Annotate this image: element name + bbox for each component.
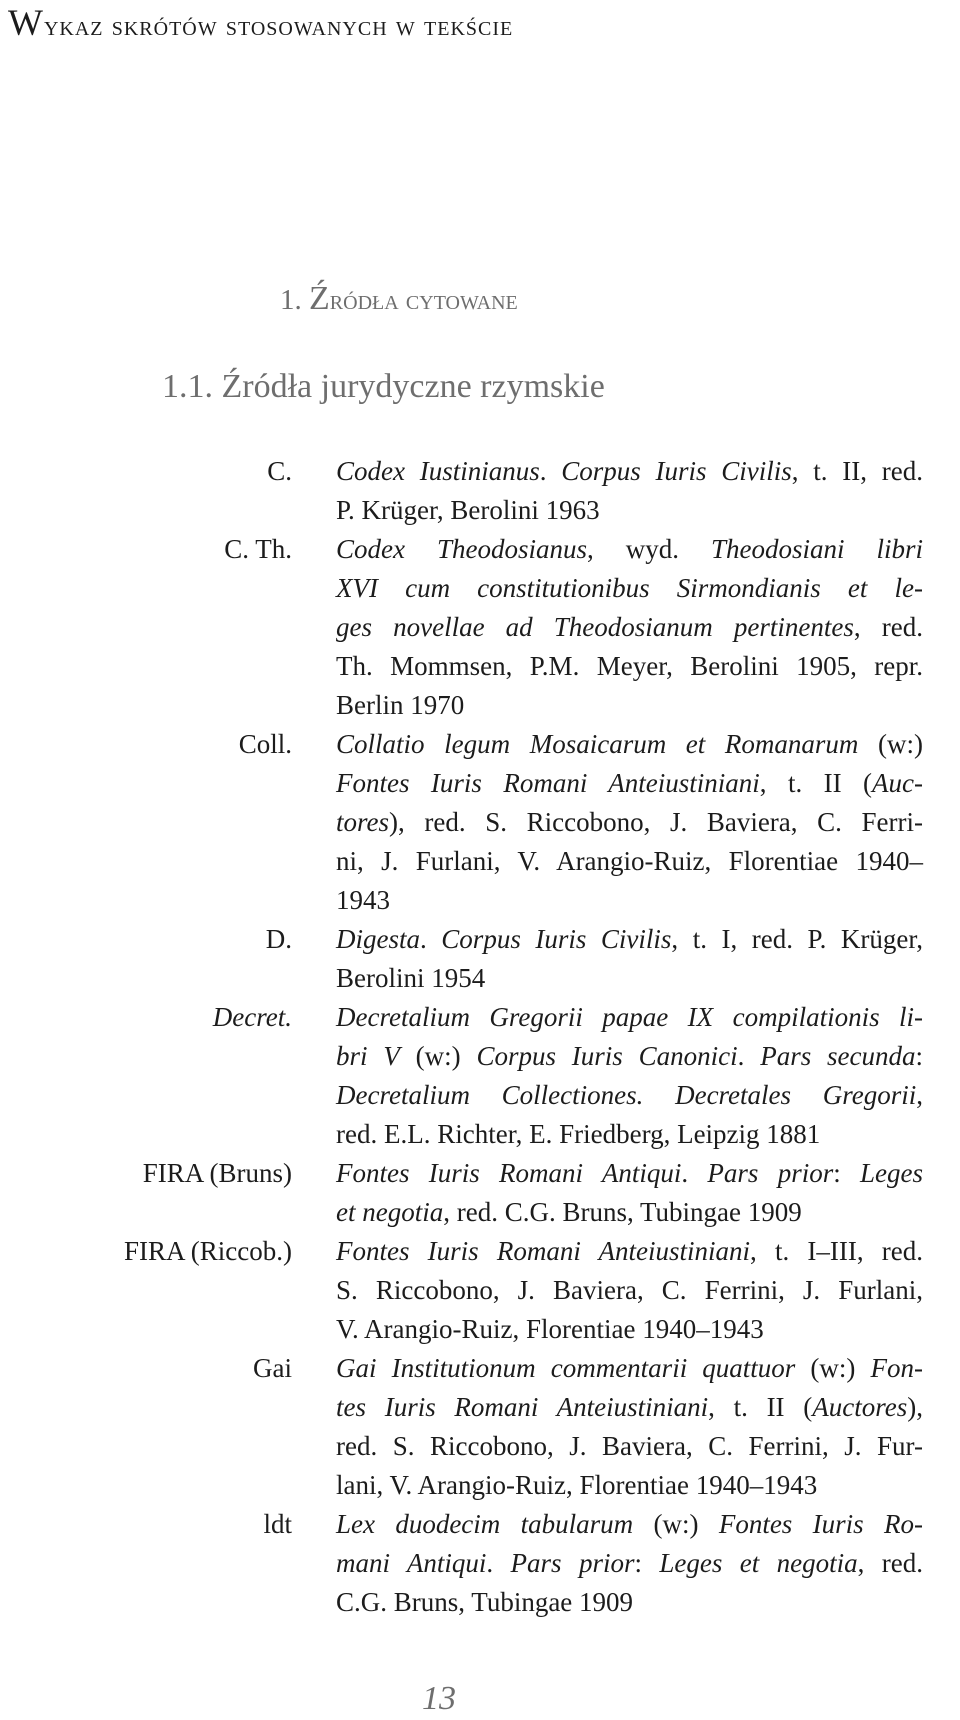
plain-text: (w:) [858,729,923,759]
plain-text: . [737,1041,761,1071]
description-line [336,452,923,491]
plain-text: , red. C.G. Bruns, Tubingae 1909 [443,1197,802,1227]
abbreviation-term: FIRA (Riccob.) [124,1236,292,1266]
plain-text: Th. Mommsen, P.M. Meyer, Berolini 1905, repr. [336,651,923,681]
plain-text: . [681,1158,708,1188]
plain-text: , [916,1080,923,1110]
abbreviation-entry [60,725,940,920]
plain-text: Berlin 1970 [336,690,465,720]
abbreviation-description [336,1232,923,1349]
abbreviation-list [60,452,940,1622]
italic-text: Corpus Iuris Civilis [561,456,792,486]
abbreviation-description [336,998,923,1154]
plain-text: V. Arangio-Ruiz, Florentiae 1940–1943 [336,1314,764,1344]
abbreviation-description [336,1505,923,1622]
description-line [336,686,923,725]
plain-text: (w:) [399,1041,477,1071]
italic-text: XVI cum constitutionibus Sirmondianis et le- [336,573,923,603]
description-line [336,1193,923,1232]
abbreviation-entry [60,452,940,530]
italic-text: Fontes Iuris Romani Anteiustiniani [336,768,760,798]
description-line [336,1271,923,1310]
italic-text: Pars prior [707,1158,834,1188]
section-heading-rest: ródła cytowane [329,284,518,316]
italic-text: et negotia [336,1197,444,1227]
italic-text: Fontes Iuris Romani Antiqui [336,1158,682,1188]
page-number: 13 [422,1680,456,1717]
description-line [336,725,923,764]
italic-text: tes Iuris Romani Anteiustiniani [336,1392,709,1422]
description-line [336,1505,923,1544]
abbreviation-term: FIRA (Bruns) [142,1158,292,1188]
description-line [336,1388,923,1427]
abbreviation-description [336,1349,923,1505]
plain-text: , red. [857,1548,923,1578]
abbreviation-term: Decret. [212,1002,292,1032]
section-heading [280,280,518,318]
italic-text: Digesta [336,924,420,954]
abbreviation-term: C. [267,456,292,486]
abbreviation-term: Coll. [238,729,292,759]
abbreviation-term: D. [265,924,292,954]
plain-text: : [833,1158,861,1188]
description-line [336,647,923,686]
subsection-heading: 1.1. Źródła jurydyczne rzymskie [162,368,605,405]
description-line [336,1349,923,1388]
plain-text: ni, J. Furlani, V. Arangio-Ruiz, Florentiae 1940– [336,846,923,876]
italic-text: Codex Iustinianus [336,456,540,486]
description-line [336,1154,923,1193]
plain-text: red. S. Riccobono, J. Baviera, C. Ferrini, J. Fur- [336,1431,923,1461]
description-line [336,1544,923,1583]
description-line [336,1583,923,1622]
plain-text: , t. I, red. P. Krüger, [671,924,924,954]
description-line [336,1427,923,1466]
italic-text: Theodosiani libri [710,534,923,564]
description-line [336,1115,923,1154]
italic-text: mani Antiqui [336,1548,487,1578]
abbreviation-entry [60,530,940,725]
section-heading-initial: Ź [309,280,330,317]
description-line [336,569,923,608]
description-line [336,1232,923,1271]
abbreviation-term: Gai [253,1353,292,1383]
italic-text: Corpus Iuris Canonici [476,1041,738,1071]
italic-text: ges novellae ad Theodosianum pertinentes [336,612,854,642]
plain-text: ), [907,1392,923,1422]
page-title-rest: ykaz skrótów stosowanych w tekście [43,10,514,42]
page-title-initial: W [8,3,44,44]
plain-text: 1943 [336,885,390,915]
abbreviation-entry [60,1154,940,1232]
italic-text: Fontes Iuris Romani Anteiustiniani [336,1236,751,1266]
abbreviation-description [336,530,923,725]
abbreviation-term: C. Th. [224,534,292,564]
italic-text: Fon- [870,1353,923,1383]
italic-text: Decretalium Collectiones. Decretales Gregorii [336,1080,917,1110]
italic-text: Corpus Iuris Civilis [441,924,672,954]
plain-text: , red. [853,612,923,642]
description-line [336,803,923,842]
plain-text: . [420,924,442,954]
description-line [336,1310,923,1349]
italic-text: Collatio legum Mosaicarum et Romanarum [336,729,859,759]
plain-text: C.G. Bruns, Tubingae 1909 [336,1587,634,1617]
description-line [336,1466,923,1505]
plain-text: : [915,1041,924,1071]
italic-text: Pars secunda [760,1041,916,1071]
italic-text: bri V [336,1041,400,1071]
description-line [336,920,923,959]
plain-text: , t. I–III, red. [750,1236,923,1266]
italic-text: Decretalium Gregorii papae IX compilationis li- [336,1002,923,1032]
description-line [336,881,923,920]
description-line [336,1037,923,1076]
abbreviation-term: ldt [263,1509,292,1539]
section-number: 1. [280,284,302,316]
plain-text: lani, V. Arangio-Ruiz, Florentiae 1940–1943 [336,1470,818,1500]
plain-text: (w:) [633,1509,719,1539]
abbreviation-description [336,452,923,530]
plain-text: ), red. S. Riccobono, J. Baviera, C. Ferri- [389,807,923,837]
italic-text: Codex Theodosianus [336,534,587,564]
abbreviation-entry [60,998,940,1154]
plain-text: . [539,456,562,486]
italic-text: tores [336,807,389,837]
description-line [336,1076,923,1115]
description-line [336,842,923,881]
abbreviation-entry [60,1349,940,1505]
italic-text: Fontes Iuris Ro- [718,1509,923,1539]
plain-text: : [634,1548,660,1578]
plain-text: , wyd. [587,534,711,564]
italic-text: Leges [860,1158,924,1188]
plain-text: , t. II ( [708,1392,813,1422]
plain-text: red. E.L. Richter, E. Friedberg, Leipzig 1881 [336,1119,821,1149]
plain-text: , t. II, red. [791,456,923,486]
italic-text: Auc- [872,768,923,798]
abbreviation-description [336,920,923,998]
italic-text: Gai Institutionum commentarii quattuor [336,1353,796,1383]
plain-text: S. Riccobono, J. Baviera, C. Ferrini, J. Furlani, [336,1275,923,1305]
description-line [336,608,923,647]
description-line [336,764,923,803]
plain-text: , t. II ( [759,768,873,798]
abbreviation-entry [60,1505,940,1622]
plain-text: (w:) [795,1353,871,1383]
plain-text: Berolini 1954 [336,963,486,993]
abbreviation-description [336,1154,923,1232]
abbreviation-entry [60,920,940,998]
page-title [8,2,513,45]
abbreviation-description [336,725,923,920]
description-line [336,530,923,569]
italic-text: Auctores [812,1392,908,1422]
plain-text: P. Krüger, Berolini 1963 [336,495,600,525]
italic-text: Lex duodecim tabularum [336,1509,634,1539]
description-line [336,998,923,1037]
italic-text: Leges et negotia [659,1548,858,1578]
abbreviation-entry [60,1232,940,1349]
plain-text: . [486,1548,511,1578]
description-line [336,491,923,530]
description-line [336,959,923,998]
italic-text: Pars prior [510,1548,635,1578]
